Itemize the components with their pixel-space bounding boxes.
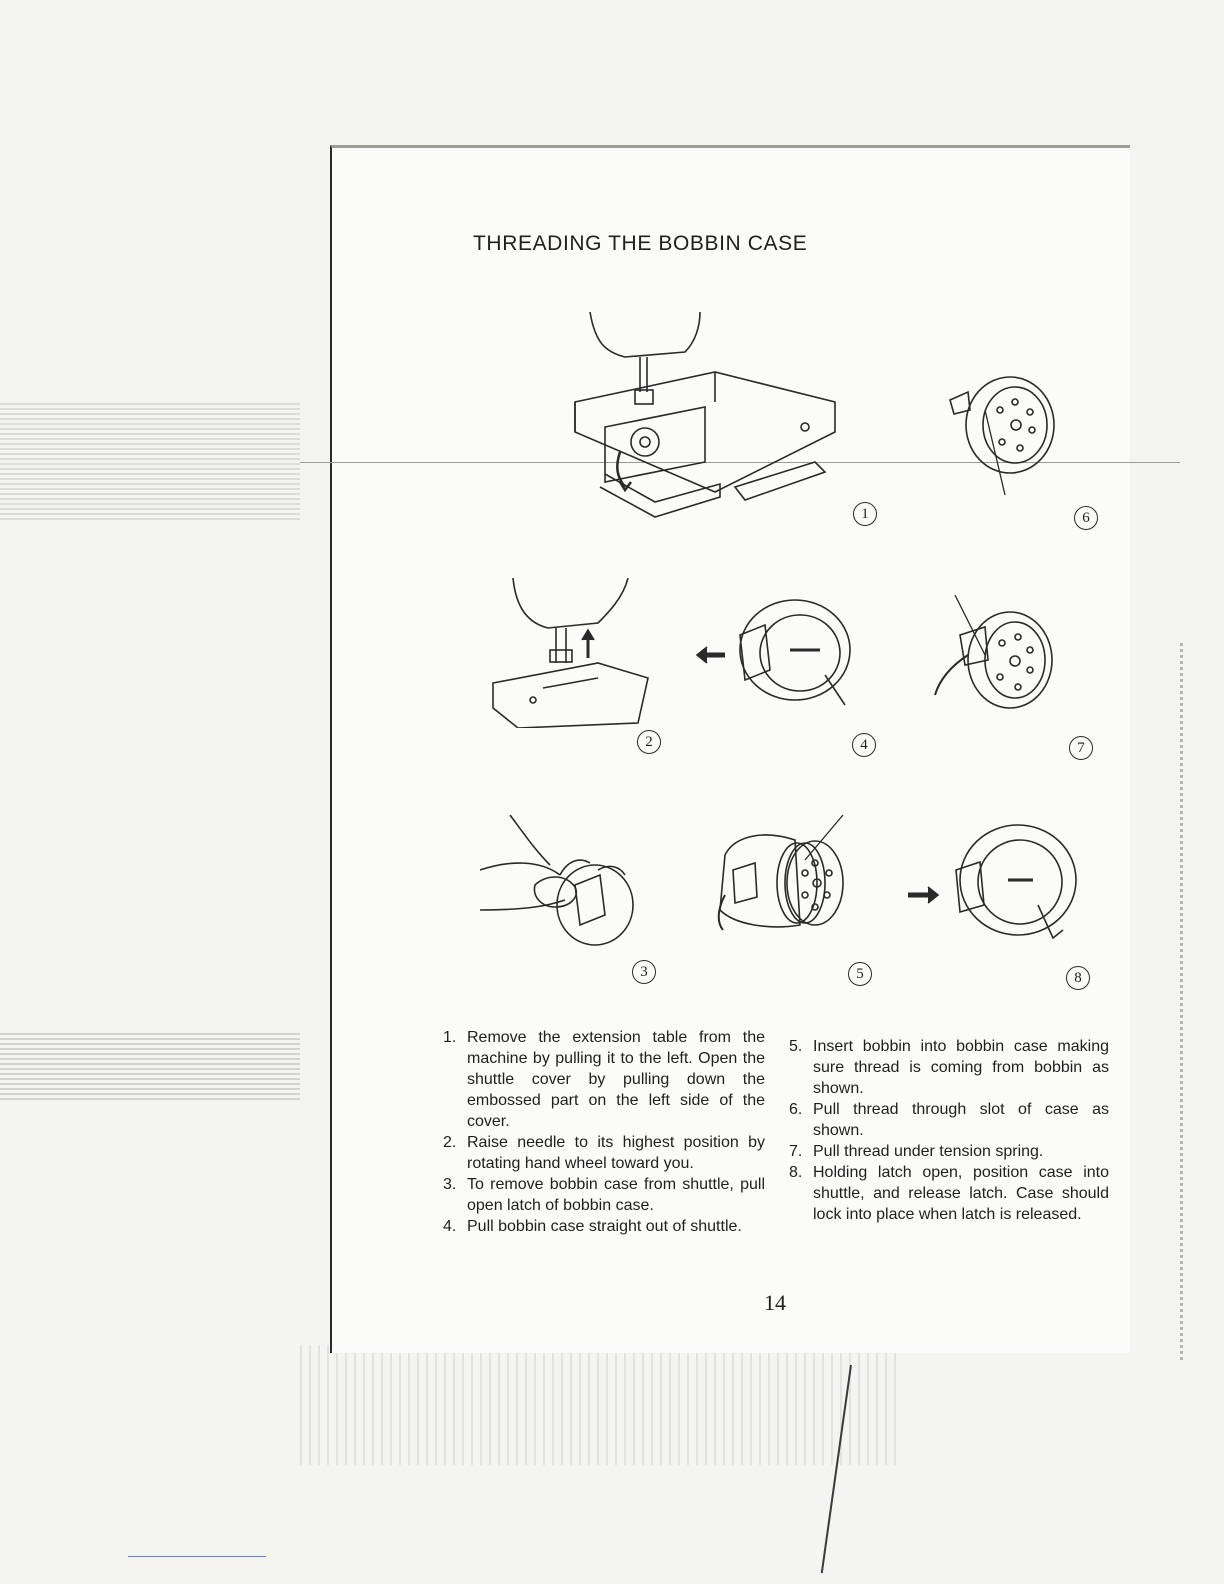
figure-number-5: 5	[848, 962, 872, 986]
figure-number-3: 3	[632, 960, 656, 984]
machine-shuttle-cover-open-icon	[565, 312, 845, 522]
bobbin-case-removed-icon	[695, 595, 860, 715]
scan-noise	[0, 1030, 300, 1100]
scan-rule	[128, 1556, 266, 1557]
page-number: 14	[764, 1290, 786, 1315]
bobbin-inserted-icon	[705, 815, 850, 940]
scan-noise	[300, 1345, 900, 1465]
figure-number-1: 1	[853, 502, 877, 526]
instructions-right	[789, 1036, 1109, 1225]
thread-under-tension-spring-icon	[930, 595, 1060, 720]
page-title: THREADING THE BOBBIN CASE	[473, 232, 808, 255]
bobbin-case-inserted-icon	[908, 820, 1078, 945]
scan-noise	[0, 400, 300, 520]
instruction-step: 8. Holding latch open, position case into shuttle, and release latch. Case should lock into place when latch is released.	[789, 1164, 1109, 1223]
instructions-left	[443, 1027, 765, 1237]
instruction-step: 2. Raise needle to its highest position by rotating hand wheel toward you.	[443, 1134, 765, 1172]
instruction-step: 5. Insert bobbin into bobbin case making sure thread is coming from bobbin as shown.	[789, 1038, 1109, 1097]
instruction-step: 1. Remove the extension table from the machine by pulling it to the left. Open the shuttle cover by pulling down the embossed part on the left side of the cover.	[443, 1029, 765, 1130]
figure-number-6: 6	[1074, 506, 1098, 530]
figure-number-7: 7	[1069, 736, 1093, 760]
figure-number-4: 4	[852, 733, 876, 757]
hand-opening-latch-icon	[480, 815, 640, 950]
page-edge	[1180, 640, 1183, 1360]
instruction-step: 3. To remove bobbin case from shuttle, pull open latch of bobbin case.	[443, 1176, 765, 1214]
figure-number-8: 8	[1066, 966, 1090, 990]
instruction-step: 6. Pull thread through slot of case as shown.	[789, 1101, 1109, 1139]
instruction-step: 7. Pull thread under tension spring.	[789, 1143, 1044, 1160]
needle-raise-icon	[488, 578, 653, 728]
instruction-step: 4. Pull bobbin case straight out of shuttle.	[443, 1218, 742, 1235]
thread-through-slot-icon	[940, 370, 1060, 500]
figure-number-2: 2	[637, 730, 661, 754]
